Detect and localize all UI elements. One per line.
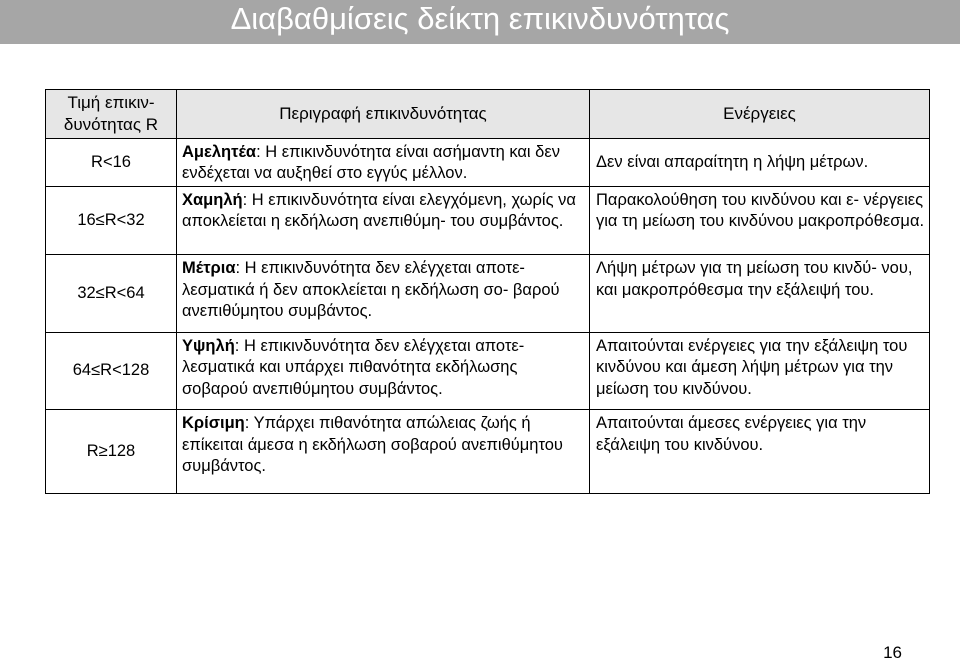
risk-level-label: Κρίσιμη (182, 414, 245, 433)
description-cell (177, 332, 590, 410)
page-title: Διαβαθμίσεις δείκτη επικινδυνότητας (230, 1, 730, 36)
description-text: : Η επικινδυνότητα δεν ελέγχεται αποτε- λεσματικά ή δεν αποκλείεται η εκδήλωση σο- βαρού ανεπιθύμητου συμβάντος. (182, 259, 560, 321)
description-cell (177, 186, 590, 254)
action-cell: Δεν είναι απαραίτητη η λήψη μέτρων. (590, 138, 930, 186)
risk-range-cell: R<16 (46, 138, 177, 186)
table-row (46, 332, 930, 410)
header-actions: Ενέργειες (590, 90, 930, 139)
description-text: : Η επικινδυνότητα είναι ελεγχόμενη, χωρίς να αποκλείεται η εκδήλωση ανεπιθύμη- του συμβάντος. (182, 190, 576, 231)
header-risk-value: Τιμή επικιν- δυνότητας R (46, 90, 177, 139)
risk-level-label: Υψηλή (182, 336, 235, 355)
description-text: : Η επικινδυνότητα είναι ασήμαντη και δεν ενδέχεται να αυξηθεί στο εγγύς μέλλον. (182, 142, 560, 183)
action-cell: Λήψη μέτρων για τη μείωση του κινδύ- νου, και μακροπρόθεσμα την εξάλειψή του. (590, 255, 930, 333)
description-cell (177, 255, 590, 333)
risk-level-label: Χαμηλή (182, 190, 243, 209)
action-cell: Παρακολούθηση του κινδύνου και ε- νέργειες για τη μείωση του κινδύνου μακροπρόθεσμα. (590, 186, 930, 254)
table-header-row (46, 90, 930, 139)
risk-range-cell: 16≤R<32 (46, 186, 177, 254)
risk-table (45, 89, 930, 494)
risk-range-cell: R≥128 (46, 410, 177, 494)
description-cell (177, 410, 590, 494)
risk-range-cell: 64≤R<128 (46, 332, 177, 410)
header-description: Περιγραφή επικινδυνότητας (177, 90, 590, 139)
table-row (46, 410, 930, 494)
table-row (46, 138, 930, 186)
description-cell (177, 138, 590, 186)
risk-level-label: Αμελητέα (182, 142, 257, 161)
description-text: : Η επικινδυνότητα δεν ελέγχεται αποτε- λεσματικά και υπάρχει πιθανότητα εκδήλωσης σοβαρού ανεπιθύμητου συμβάντος. (182, 336, 525, 398)
table-row (46, 255, 930, 333)
page-number: 16 (883, 643, 902, 662)
action-cell: Απαιτούνται άμεσες ενέργειες για την εξάλειψη του κινδύνου. (590, 410, 930, 494)
action-cell: Απαιτούνται ενέργειες για την εξάλειψη του κινδύνου και άμεση λήψη μέτρων για την μείωση του κινδύνου. (590, 332, 930, 410)
description-text: : Υπάρχει πιθανότητα απώλειας ζωής ή επίκειται άμεσα η εκδήλωση σοβαρού ανεπιθύμητου συμβάντος. (182, 414, 563, 476)
risk-level-label: Μέτρια (182, 259, 236, 278)
table-row (46, 186, 930, 254)
risk-range-cell: 32≤R<64 (46, 255, 177, 333)
